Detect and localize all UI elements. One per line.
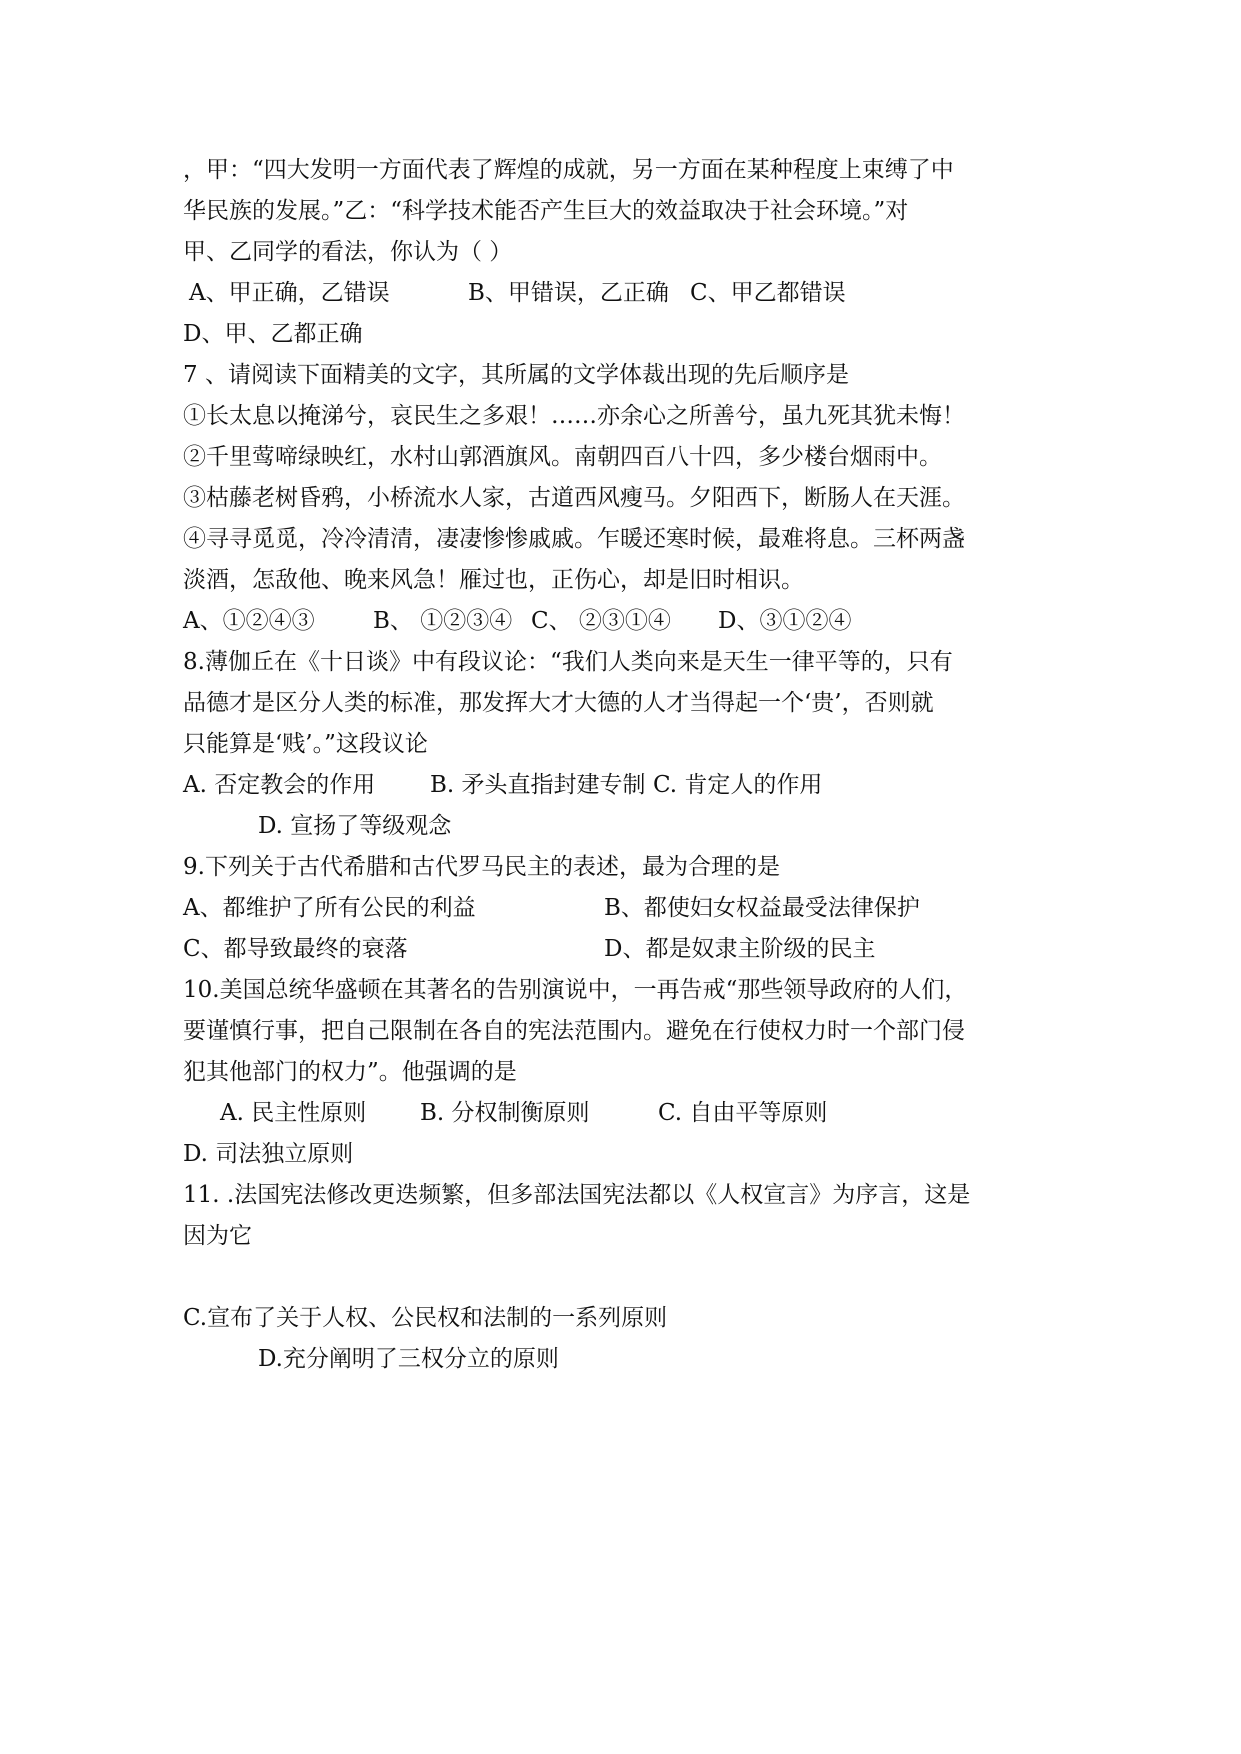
- q10-options-row: [183, 1096, 903, 1130]
- q8-line-3: 只能算是‘贱’。”这段议论: [183, 731, 428, 757]
- q7-option-c: C、 ②③①④: [531, 608, 671, 634]
- q9-options-row-2: [183, 932, 943, 966]
- q7-option-d: D、③①②④: [718, 608, 852, 634]
- q8-option-d: D. 宣扬了等级观念: [258, 813, 452, 839]
- q7-option-b: B、 ①②③④: [373, 608, 513, 634]
- q9-stem: 9.下列关于古代希腊和古代罗马民主的表述，最为合理的是: [183, 854, 780, 880]
- q8-options-row: [183, 768, 903, 802]
- q11-option-c: C.宣布了关于人权、公民权和法制的一系列原则: [183, 1305, 668, 1331]
- q6-option-a: A、甲正确，乙错误: [189, 280, 390, 306]
- q6-line-2: 华民族的发展。”乙：“科学技术能否产生巨大的效益取决于社会环境。”对: [183, 198, 909, 224]
- q7-item-4-cont: 淡酒，怎敌他、晚来风急！雁过也，正伤心，却是旧时相识。: [183, 567, 804, 593]
- q10-option-b: B. 分权制衡原则: [420, 1100, 590, 1126]
- q7-item-4: ④寻寻觅觅，冷冷清清，凄凄惨惨戚戚。乍暖还寒时候，最难将息。三杯两盏: [183, 526, 965, 552]
- q7-option-a: A、①②④③: [183, 608, 315, 634]
- q9-option-a: A、都维护了所有公民的利益: [183, 895, 476, 921]
- q8-option-a: A. 否定教会的作用: [183, 772, 376, 798]
- q9-options-row-1: [183, 891, 943, 925]
- q6-option-d: D、甲、乙都正确: [183, 321, 363, 347]
- q10-option-a: A. 民主性原则: [220, 1100, 367, 1126]
- q6-option-c: C、甲乙都错误: [690, 280, 846, 306]
- q6-options-row: [183, 276, 883, 310]
- q6-line-1: ，甲：“四大发明一方面代表了辉煌的成就，另一方面在某种程度上束缚了中: [183, 157, 954, 183]
- q6-line-3: 甲、乙同学的看法，你认为（ ）: [183, 239, 513, 265]
- q7-item-3: ③枯藤老树昏鸦，小桥流水人家，古道西风瘦马。夕阳西下，断肠人在天涯。: [183, 485, 965, 511]
- q7-stem: 7 、请阅读下面精美的文字，其所属的文学体裁出现的先后顺序是: [183, 362, 849, 388]
- q7-item-1: ①长太息以掩涕兮，哀民生之多艰！……亦余心之所善兮，虽九死其犹未悔！: [183, 403, 965, 429]
- q7-item-2: ②千里莺啼绿映红，水村山郭酒旗风。南朝四百八十四，多少楼台烟雨中。: [183, 444, 942, 470]
- q10-option-c: C. 自由平等原则: [658, 1100, 828, 1126]
- q7-options-row: [183, 604, 883, 638]
- q11-option-d: D.充分阐明了三权分立的原则: [258, 1346, 559, 1372]
- q10-line-2: 要谨慎行事，把自己限制在各自的宪法范围内。避免在行使权力时一个部门侵: [183, 1018, 965, 1044]
- q10-option-d: D. 司法独立原则: [183, 1141, 354, 1167]
- q8-line-1: 8.薄伽丘在《十日谈》中有段议论：“我们人类向来是天生一律平等的，只有: [183, 649, 953, 675]
- q11-line-2: 因为它: [183, 1223, 252, 1249]
- q9-option-b: B、都使妇女权益最受法律保护: [604, 895, 920, 921]
- q8-option-c: C. 肯定人的作用: [653, 772, 823, 798]
- q8-line-2: 品德才是区分人类的标准，那发挥大才大德的人才当得起一个‘贵’，否则就: [183, 690, 934, 716]
- q9-option-c: C、都导致最终的衰落: [183, 936, 408, 962]
- q8-option-b: B. 矛头直指封建专制: [430, 772, 646, 798]
- q6-option-b: B、甲错误，乙正确: [468, 280, 669, 306]
- q10-line-3: 犯其他部门的权力”。他强调的是: [183, 1059, 517, 1085]
- q10-line-1: 10.美国总统华盛顿在其著名的告别演说中，一再告戒“那些领导政府的人们，: [183, 977, 968, 1003]
- q9-option-d: D、都是奴隶主阶级的民主: [604, 936, 876, 962]
- q11-line-1: 11. .法国宪法修改更迭频繁，但多部法国宪法都以《人权宣言》为序言，这是: [183, 1182, 971, 1208]
